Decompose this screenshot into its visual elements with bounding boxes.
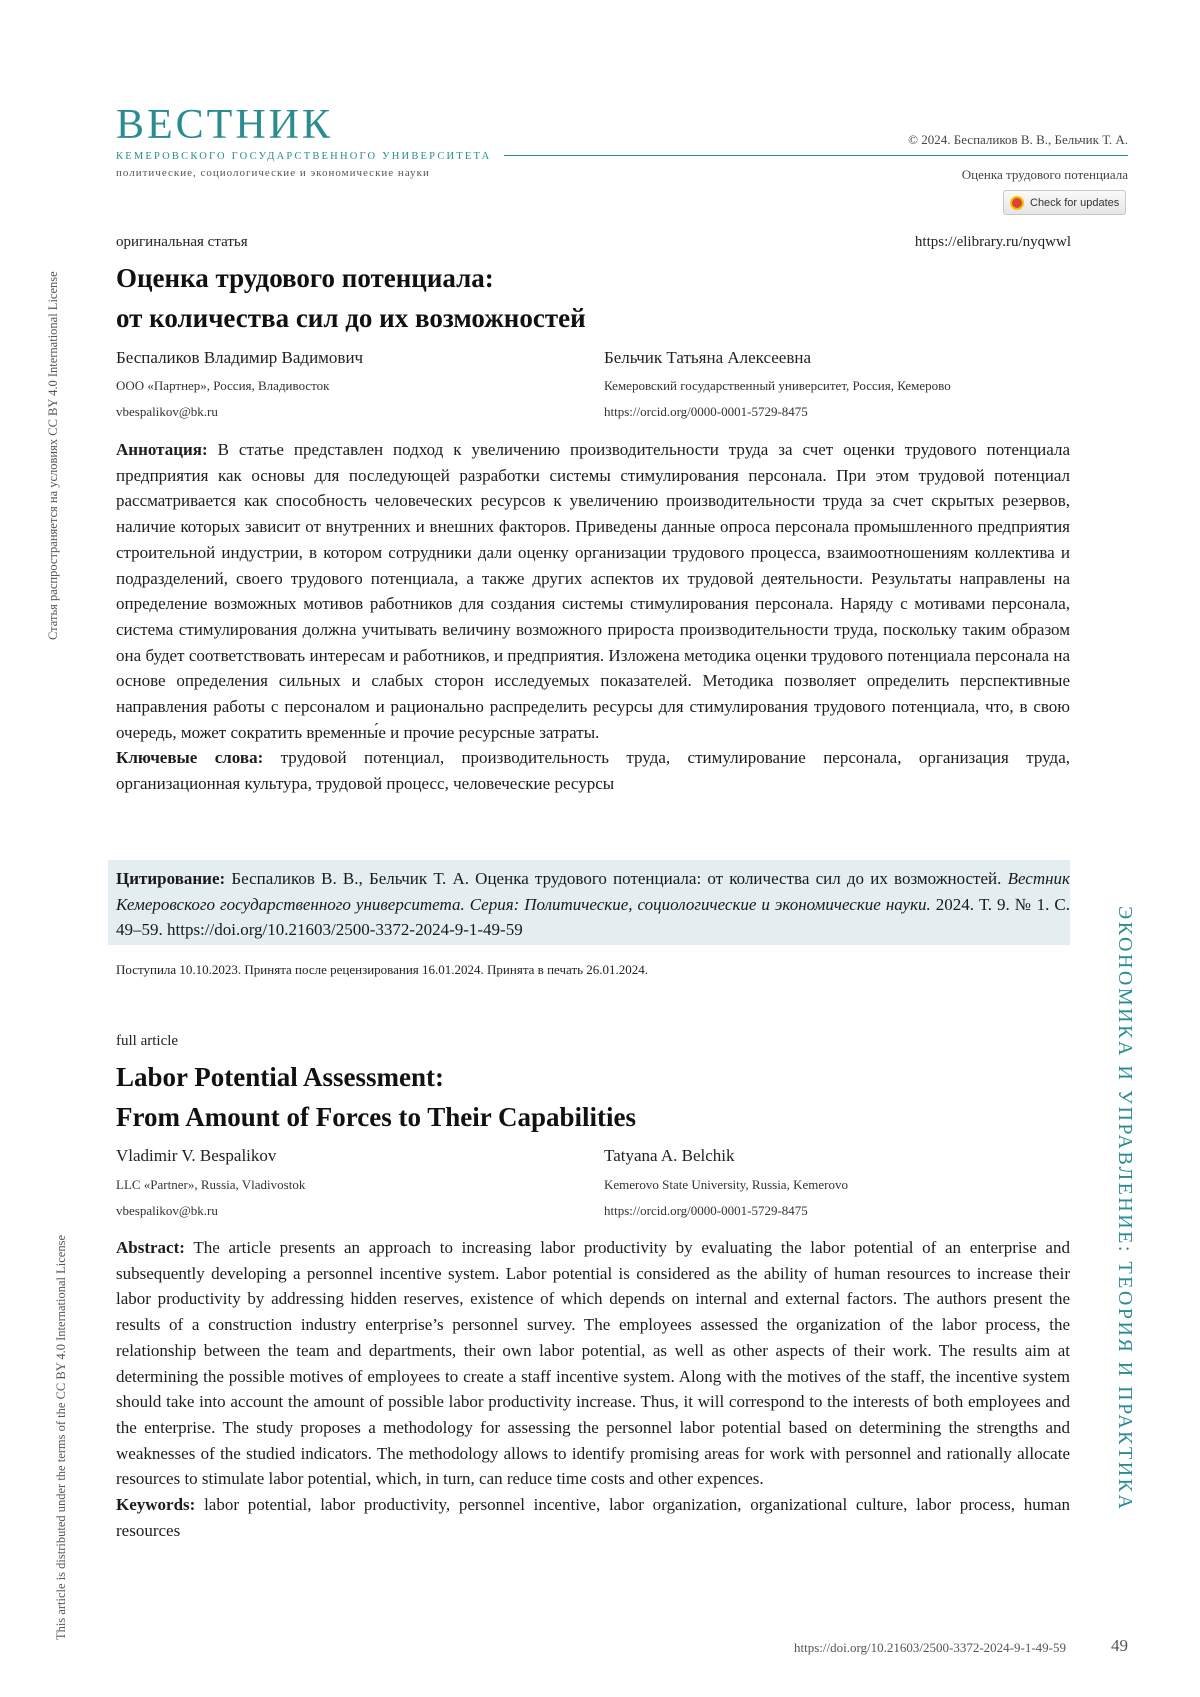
page-number: 49 — [1111, 1636, 1128, 1655]
abstract-ru-label: Аннотация: — [116, 440, 208, 459]
submission-dates: Поступила 10.10.2023. Принята после рецензирования 16.01.2024. Принята в печать 26.01.2024. — [116, 962, 649, 977]
author2-name-en: Tatyana A. Belchik — [604, 1146, 735, 1165]
abstract-en-text: The article presents an approach to increasing labor productivity by evaluating the labor potential of an enterprise and subsequently developing a personnel incentive system. Labor potential is considered as the ability of human resources to increase their labor productivity by addressing hidden reserves, existence of which depends on internal and external factors. The authors present the results of a construction industry enterprise’s personnel survey. The employees assessed the organization of the labor process, the relationship between the team and departments, their own labor potential, as well as other aspects of their work. The results aim at determining the possible motives of employees to create a staff incentive system. Along with the motives of the staff, the incentive system should take into account the amount of possible labor productivity increase. Thus, it will correspond to the interests of both employees and the enterprise. The study proposes a methodology for assessing the personnel labor potential based on determining the strengths and weaknesses of the studied indicators. The methodology allows to identify promising areas for work with personnel and rationally allocate resources to stimulate labor potential, which, in turn, can reduce time costs and other expences. — [116, 1238, 1070, 1489]
title-en-line2: From Amount of Forces to Their Capabilities — [116, 1102, 636, 1132]
keywords-ru-label: Ключевые слова: — [116, 748, 264, 768]
author2-orcid-ru[interactable]: https://orcid.org/0000-0001-5729-8475 — [604, 404, 808, 419]
author1-name-en: Vladimir V. Bespalikov — [116, 1146, 277, 1165]
license-en: This article is distributed under the terms of the CC BY 4.0 International License — [54, 1235, 68, 1640]
author2-affiliation-en: Kemerovo State University, Russia, Kemerovo — [604, 1177, 848, 1192]
citation-journal: Вестник Кемеровского государственного университета. Серия: Политические, социологические и экономические науки. — [116, 869, 1071, 914]
article-title-en — [116, 1057, 636, 1137]
journal-series: политические, социологические и экономические науки — [116, 167, 430, 179]
citation-details: 2024. Т. 9. № 1. С. 49–59. https://doi.org/10.21603/2500-3372-2024-9-1-49-59 — [116, 894, 1071, 940]
journal-subtitle: КЕМЕРОВСКОГО ГОСУДАРСТВЕННОГО УНИВЕРСИТЕТА — [116, 151, 492, 162]
section-title: ЭКОНОМИКА И УПРАВЛЕНИЕ: ТЕОРИЯ И ПРАКТИКА — [1114, 906, 1136, 1512]
author1-name-ru: Беспаликов Владимир Вадимович — [116, 348, 364, 367]
abstract-ru-text: В статье представлен подход к увеличению производительности труда за счет оценки трудового потенциала предприятия как основы для последующей разработки системы стимулирования персонала. При этом трудовой потенциал рассматривается как способность человеческих ресурсов к увеличению производительности труда за счет скрытых резервов, наличие которых зависит от внутренних и внешних факторов. Приведены данные опроса персонала промышленного предприятия строительной индустрии, в котором сотрудники дали оценку организации трудового процесса, взаимоотношениям коллектива и подразделений, своего трудового потенциала, а также других аспектов их трудовой деятельности. Результаты направлены на определение возможных мотивов работников для создания системы стимулирования персонала. Наряду с мотивами персонала, система стимулирования должна учитывать величину возможного прироста производительности труда, поскольку таким образом она будет соответствовать интересам и работников, и предприятия. Изложена методика оценки трудового потенциала персонала на основе определения сильных и слабых сторон исследуемых показателей. Методика позволяет определить перспективные направления работы с персоналом и рационально распределить ресурсы для стимулирования трудового потенциала, что, в свою очередь, может сократить временны́е и прочие ресурсные затраты. — [116, 440, 1070, 742]
author2-orcid-en[interactable]: https://orcid.org/0000-0001-5729-8475 — [604, 1203, 808, 1218]
title-ru-line1: Оценка трудового потенциала: — [116, 263, 494, 293]
abstract-en — [116, 1235, 1070, 1543]
license-ru: Статья распространяется на условиях CC BY 4.0 International License — [46, 271, 60, 640]
keywords-en-text: labor potential, labor productivity, personnel incentive, labor organization, organizational culture, labor process, human resources — [116, 1495, 1070, 1540]
footer-doi[interactable]: https://doi.org/10.21603/2500-3372-2024-9-1-49-59 — [793, 1640, 1066, 1655]
running-title: Оценка трудового потенциала — [961, 167, 1128, 182]
title-en-line1: Labor Potential Assessment: — [116, 1062, 444, 1092]
article-type-ru: оригинальная статья — [116, 234, 248, 250]
copyright: © 2024. Беспаликов В. В., Бельчик Т. А. — [908, 132, 1128, 147]
check-for-updates-label: Check for updates — [1030, 196, 1120, 209]
keywords-ru-text: трудовой потенциал, производительность труда, стимулирование персонала, организация труда, организационная культура, трудовой процесс, человеческие ресурсы — [116, 748, 1071, 794]
article-title-ru — [116, 258, 586, 338]
author1-affiliation-ru: ООО «Партнер», Россия, Владивосток — [116, 378, 330, 393]
author1-affiliation-en: LLC «Partner», Russia, Vladivostok — [116, 1177, 306, 1192]
header-rule — [504, 155, 1128, 156]
crossmark-icon — [1010, 196, 1024, 210]
citation-authors: Беспаликов В. В., Бельчик Т. А. Оценка трудового потенциала: от количества сил до их возможностей. — [231, 869, 1002, 888]
check-for-updates-button[interactable] — [1003, 190, 1126, 215]
author2-name-ru: Бельчик Татьяна Алексеевна — [604, 348, 812, 367]
author1-email-en[interactable]: vbespalikov@bk.ru — [116, 1203, 218, 1218]
author1-email-ru[interactable]: vbespalikov@bk.ru — [116, 404, 218, 419]
abstract-ru — [116, 437, 1070, 797]
article-type-en: full article — [116, 1033, 179, 1049]
journal-title: ВЕСТНИК — [116, 102, 334, 148]
elibrary-link[interactable]: https://elibrary.ru/nyqwwl — [914, 234, 1071, 250]
author2-affiliation-ru: Кемеровский государственный университет, Россия, Кемерово — [604, 378, 951, 393]
title-ru-line2: от количества сил до их возможностей — [116, 303, 586, 333]
citation-ru — [116, 866, 1070, 943]
citation-label: Цитирование: — [116, 869, 226, 888]
keywords-en-label: Keywords: — [116, 1495, 196, 1515]
abstract-en-label: Abstract: — [116, 1238, 185, 1257]
